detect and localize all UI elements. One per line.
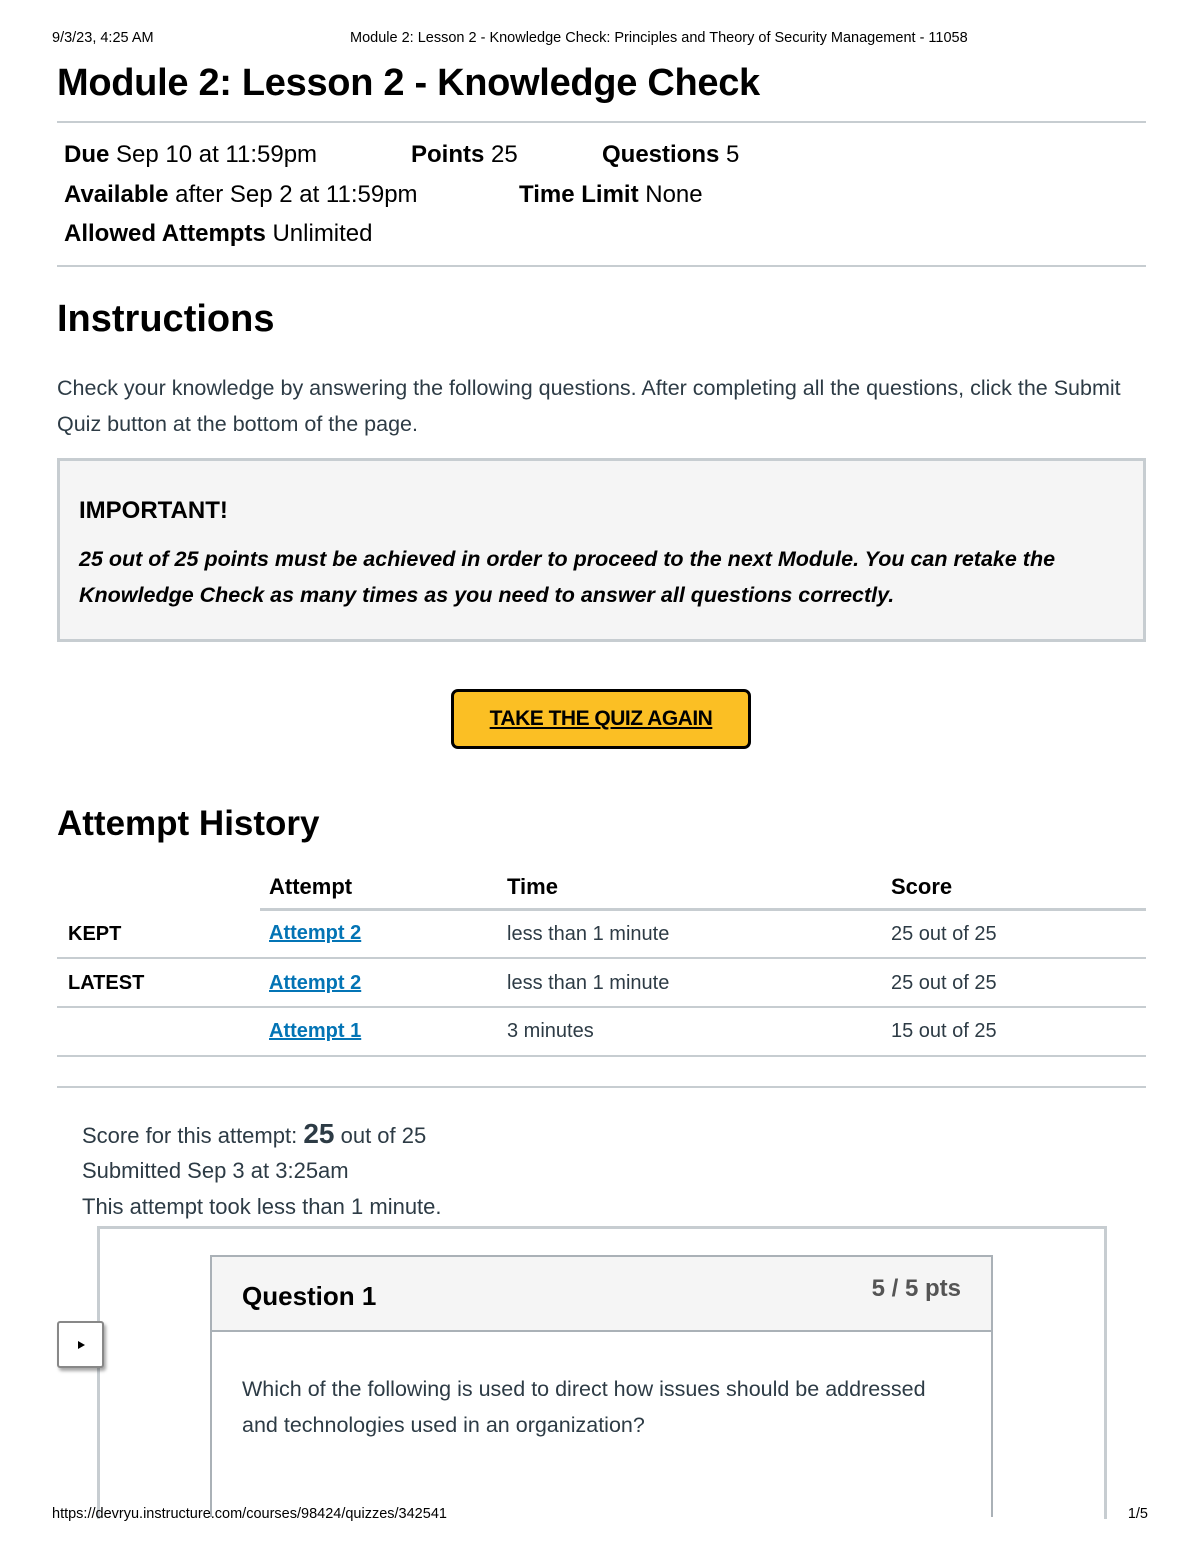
attempt-time: less than 1 minute [507,972,670,994]
detail-points [411,141,518,169]
attempt-tag: KEPT [68,923,122,945]
divider [57,1086,1146,1088]
detail-time-limit [519,181,703,209]
question-points: 5 / 5 pts [871,1275,961,1302]
expand-toggle-button[interactable] [57,1321,104,1368]
detail-label: Questions [602,141,720,168]
print-page-number: 1/5 [1127,1506,1148,1522]
attempt-score: 15 out of 25 [891,1020,997,1042]
important-notice [57,458,1146,642]
attempt-history-heading: Attempt History [57,804,320,843]
detail-due [64,141,317,169]
score-prefix: Score for this attempt: [82,1123,298,1148]
attempt-time: less than 1 minute [507,923,670,945]
detail-value: None [645,181,703,208]
divider [57,121,1146,123]
detail-questions [602,141,739,169]
attempt-score: 25 out of 25 [891,923,997,945]
column-header-attempt: Attempt [269,874,353,899]
important-text: 25 out of 25 points must be achieved in order to proceed to the next Module. You can retake the Knowledge Check as many times as you need to answer all questions correctly. [79,547,1056,607]
detail-label: Allowed Attempts [64,220,266,247]
detail-value: Sep 10 at 11:59pm [116,141,318,168]
detail-value: Unlimited [272,220,373,247]
print-page-title: Module 2: Lesson 2 - Knowledge Check: Principles and Theory of Security Management - 11058 [350,30,968,46]
instructions-heading: Instructions [57,298,275,340]
table-header-divider [260,908,1146,911]
attempt-link[interactable]: Attempt 1 [269,1020,362,1042]
detail-label: Time Limit [519,181,639,208]
detail-allowed-attempts [64,220,373,248]
print-header [52,30,1148,50]
instructions-text: Check your knowledge by answering the following questions. After completing all the questions, click the Submit Quiz button at the bottom of the page. [57,376,1121,436]
attempt-link[interactable]: Attempt 2 [269,922,362,944]
detail-value: 25 [491,141,518,168]
attempt-tag: LATEST [68,972,145,994]
print-footer [52,1506,1148,1526]
important-title: IMPORTANT! [79,497,228,524]
attempt-duration: This attempt took less than 1 minute. [82,1194,442,1219]
attempt-link[interactable]: Attempt 2 [269,972,362,994]
question-title: Question 1 [242,1281,377,1311]
row-divider [57,957,1146,959]
detail-label: Due [64,141,110,168]
question-header [212,1257,991,1332]
print-date: 9/3/23, 4:25 AM [52,30,154,46]
question-text: Which of the following is used to direct how issues should be addressed and technologies used in an organization? [242,1377,926,1437]
take-quiz-again-button[interactable]: TAKE THE QUIZ AGAIN [451,689,751,749]
detail-value: after Sep 2 at 11:59pm [175,181,418,208]
row-divider [57,1006,1146,1008]
score-suffix: out of 25 [340,1123,427,1148]
detail-label: Points [411,141,485,168]
score-value: 25 [303,1118,335,1149]
play-arrow-icon [76,1340,86,1350]
attempt-score-line [82,1118,426,1150]
detail-label: Available [64,181,169,208]
column-header-score: Score [891,874,953,899]
print-url: https://devryu.instructure.com/courses/98424/quizzes/342541 [52,1506,447,1522]
row-divider [57,1055,1146,1057]
column-header-time: Time [507,874,558,899]
attempt-time: 3 minutes [507,1020,594,1042]
detail-value: 5 [726,141,740,168]
divider [57,265,1146,267]
detail-available [64,181,418,209]
submitted-time: Submitted Sep 3 at 3:25am [82,1158,349,1183]
page-title: Module 2: Lesson 2 - Knowledge Check [57,62,760,104]
attempt-score: 25 out of 25 [891,972,997,994]
question-card [210,1255,993,1517]
